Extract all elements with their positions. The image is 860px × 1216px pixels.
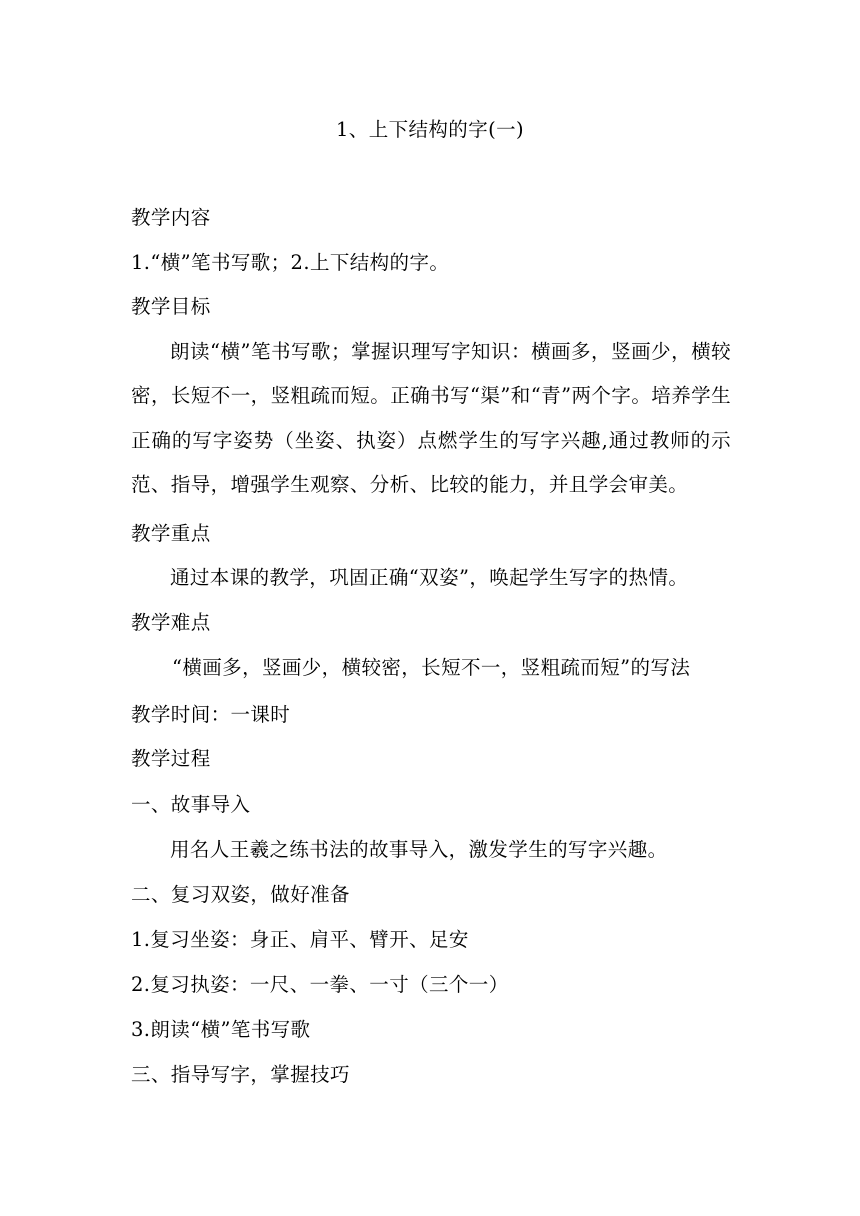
page-title: 1、上下结构的字(一) [335, 118, 525, 141]
difficulty-text: “横画多，竖画少，横较密，长短不一，竖粗疏而短”的写法 [172, 656, 691, 679]
step2-heading: 二、复习双姿，做好准备 [131, 883, 350, 906]
step3-heading: 三、指导写字，掌握技巧 [131, 1063, 350, 1086]
process-heading: 教学过程 [131, 747, 211, 770]
key-text: 通过本课的教学，巩固正确“双姿”，唤起学生写字的热情。 [170, 566, 689, 589]
key-heading: 教学重点 [131, 522, 211, 545]
step1-text: 用名人王羲之练书法的故事导入，激发学生的写字兴趣。 [170, 838, 668, 861]
time-text: 教学时间：一课时 [131, 703, 291, 726]
difficulty-heading: 教学难点 [131, 611, 211, 634]
step2-item: 1.复习坐姿：身正、肩平、臂开、足安 [131, 928, 469, 951]
content-heading: 教学内容 [131, 206, 211, 229]
step2-item: 2.复习执姿：一尺、一拳、一寸（三个一） [131, 973, 509, 996]
content-text: 1.“横”笔书写歌；2.上下结构的字。 [131, 251, 450, 274]
step1-heading: 一、故事导入 [131, 793, 251, 816]
goal-paragraph: 朗读“横”笔书写歌；掌握识理写字知识：横画多，竖画少，横较密，长短不一，竖粗疏而短。正确书写“渠”和“青”两个字。培养学生正确的写字姿势（坐姿、执姿）点燃学生的写字兴趣,通过教师的示范、指导，增强学生观察、分析、比较的能力，并且学会审美。 [131, 340, 731, 496]
step2-item: 3.朗读“横”笔书写歌 [131, 1018, 311, 1041]
goal-heading: 教学目标 [131, 295, 211, 318]
